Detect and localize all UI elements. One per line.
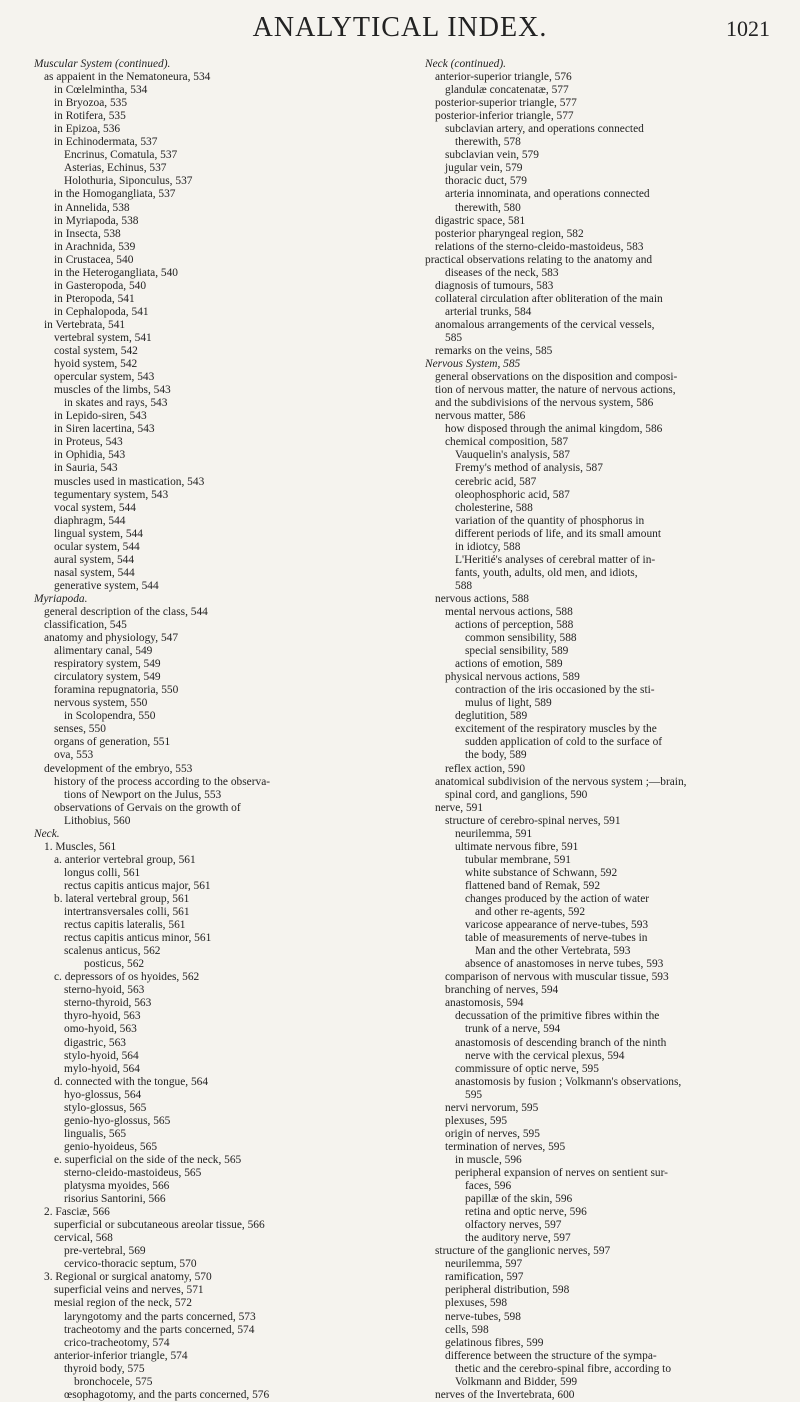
index-entry: nervous system, 550 <box>54 697 148 710</box>
index-entry: development of the embryo, 553 <box>44 762 193 775</box>
index-entry: genio-hyoideus, 565 <box>64 1140 158 1153</box>
index-entry: flattened band of Remak, 592 <box>465 879 601 892</box>
index-entry: d. connected with the tongue, 564 <box>54 1075 209 1088</box>
index-entry: nerves of the Invertebrata, 600 <box>435 1388 575 1401</box>
index-entry: comparison of nervous with muscular tissue, 593 <box>445 971 669 984</box>
index-entry: scalenus anticus, 562 <box>64 945 161 958</box>
index-entry: varicose appearance of nerve-tubes, 593 <box>465 919 649 932</box>
index-entry: pre-vertebral, 569 <box>64 1245 146 1258</box>
index-entry: senses, 550 <box>54 723 106 736</box>
index-entry: ramification, 597 <box>445 1271 524 1284</box>
index-entry: Holothuria, Siponculus, 537 <box>64 175 193 188</box>
index-entry: changes produced by the action of water <box>465 893 650 905</box>
index-entry: Asterias, Echinus, 537 <box>64 162 167 175</box>
index-entry: opercular system, 543 <box>54 371 155 384</box>
index-entry: nerve with the cervical plexus, 594 <box>465 1049 625 1062</box>
index-entry: general description of the class, 544 <box>44 605 208 618</box>
index-column-right <box>425 58 785 1402</box>
index-entry: therewith, 578 <box>455 136 521 149</box>
index-entry: structure of cerebro-spinal nerves, 591 <box>445 814 621 827</box>
index-entry: chemical composition, 587 <box>445 436 569 449</box>
index-entry: collateral circulation after obliteration of the main <box>435 292 663 305</box>
index-entry: in muscle, 596 <box>455 1153 522 1166</box>
index-entry: in idiotcy, 588 <box>455 540 521 553</box>
index-entry: anastomosis by fusion ; Volkmann's observations, <box>455 1075 682 1088</box>
index-entry: peripheral distribution, 598 <box>445 1284 570 1297</box>
index-entry: stylo-glossus, 565 <box>64 1101 147 1114</box>
index-entry: in Bryozoa, 535 <box>54 97 128 110</box>
index-entry: contraction of the iris occasioned by the sti- <box>455 684 655 697</box>
index-entry: in the Heterogangliata, 540 <box>54 266 178 279</box>
index-entry: muscles used in mastication, 543 <box>54 475 205 488</box>
index-entry: spinal cord, and ganglions, 590 <box>445 788 588 801</box>
index-entry: different periods of life, and its small amount <box>455 527 662 540</box>
index-entry: mylo-hyoid, 564 <box>64 1062 140 1075</box>
index-entry: in Echinodermata, 537 <box>54 136 158 149</box>
index-entry: oleophosphoric acid, 587 <box>455 488 570 501</box>
index-entry: 1. Muscles, 561 <box>44 840 117 853</box>
index-entry: tracheotomy and the parts concerned, 574 <box>64 1323 255 1336</box>
index-entry: history of the process according to the observa- <box>54 775 271 788</box>
index-entry: a. anterior vertebral group, 561 <box>54 853 196 866</box>
index-entry: common sensibility, 588 <box>465 632 577 645</box>
index-entry: posticus, 562 <box>84 958 145 971</box>
index-entry: e. superficial on the side of the neck, 565 <box>54 1153 242 1166</box>
index-entry: anomalous arrangements of the cervical vessels, <box>435 318 655 331</box>
index-entry: in Sauria, 543 <box>54 462 118 475</box>
index-entry: anterior-inferior triangle, 574 <box>54 1349 188 1362</box>
index-entry: in Cœlelmintha, 534 <box>54 84 148 97</box>
index-entry: posterior pharyngeal region, 582 <box>435 227 584 240</box>
index-entry: posterior-inferior triangle, 577 <box>435 110 574 123</box>
index-entry: œsophagotomy, and the parts concerned, 576 <box>64 1388 270 1401</box>
index-entry: ultimate nervous fibre, 591 <box>455 840 579 853</box>
index-entry: anatomy and physiology, 547 <box>44 632 179 645</box>
index-entry: origin of nerves, 595 <box>445 1127 540 1140</box>
index-entry: tion of nervous matter, the nature of nervous actions, <box>435 384 676 397</box>
index-entry: papillæ of the skin, 596 <box>465 1193 573 1206</box>
index-entry: digastric space, 581 <box>435 214 526 227</box>
index-entry: tubular membrane, 591 <box>465 853 571 866</box>
index-entry: anterior-superior triangle, 576 <box>435 71 572 84</box>
index-entry: anastomosis of descending branch of the ninth <box>455 1036 667 1049</box>
index-entry: in skates and rays, 543 <box>64 397 168 410</box>
index-entry: sterno-cleido-mastoideus, 565 <box>64 1166 202 1179</box>
index-entry: relations of the sterno-cleido-mastoideus, 583 <box>435 240 644 253</box>
index-entry: cells, 598 <box>445 1323 489 1336</box>
index-entry: superficial veins and nerves, 571 <box>54 1284 204 1297</box>
index-entry: nasal system, 544 <box>54 566 135 579</box>
index-entry: jugular vein, 579 <box>445 162 523 175</box>
index-entry: peripheral expansion of nerves on sentient sur- <box>455 1166 668 1179</box>
index-entry: thyro-hyoid, 563 <box>64 1010 141 1023</box>
index-entry: in Rotifera, 535 <box>54 110 126 123</box>
index-entry: in Pteropoda, 541 <box>54 292 135 305</box>
index-entry: cervico-thoracic septum, 570 <box>64 1258 197 1271</box>
index-heading: Myriapoda. <box>34 592 88 605</box>
index-entry: sterno-hyoid, 563 <box>64 984 145 997</box>
index-entry: glandulæ concatenatæ, 577 <box>445 84 569 97</box>
index-entry: nervous matter, 586 <box>435 410 526 423</box>
index-heading: Neck (continued). <box>425 58 506 70</box>
index-entry: Fremy's method of analysis, 587 <box>455 462 603 475</box>
index-entry: nervous actions, 588 <box>435 592 529 605</box>
index-entry: platysma myoides, 566 <box>64 1180 170 1193</box>
index-entry: retina and optic nerve, 596 <box>465 1206 587 1219</box>
index-entry: in Lepido-siren, 543 <box>54 410 147 423</box>
index-entry: mental nervous actions, 588 <box>445 605 573 618</box>
index-entry: plexuses, 598 <box>445 1297 508 1310</box>
index-entry: diaphragm, 544 <box>54 514 126 527</box>
index-entry: muscles of the limbs, 543 <box>54 384 171 397</box>
index-entry: hyoid system, 542 <box>54 358 138 371</box>
index-entry: difference between the structure of the sympa- <box>445 1349 657 1362</box>
index-entry: termination of nerves, 595 <box>445 1140 566 1153</box>
index-entry: laryngotomy and the parts concerned, 573 <box>64 1310 256 1323</box>
index-entry: sterno-thyroid, 563 <box>64 997 152 1010</box>
index-entry: 595 <box>465 1088 483 1101</box>
index-entry: in Arachnida, 539 <box>54 240 136 253</box>
index-entry: thyroid body, 575 <box>64 1362 145 1375</box>
index-entry: costal system, 542 <box>54 345 138 358</box>
index-entry: neurilemma, 597 <box>445 1258 523 1271</box>
index-entry: lingualis, 565 <box>64 1127 127 1140</box>
index-entry: special sensibility, 589 <box>465 645 569 658</box>
index-entry: cervical, 568 <box>54 1232 113 1245</box>
index-entry: structure of the ganglionic nerves, 597 <box>435 1245 611 1258</box>
index-entry: in Cephalopoda, 541 <box>54 305 149 318</box>
index-entry: in Vertebrata, 541 <box>44 318 126 331</box>
index-entry: foramina repugnatoria, 550 <box>54 684 179 697</box>
index-entry: ova, 553 <box>54 749 94 762</box>
index-entry: actions of perception, 588 <box>455 619 574 632</box>
index-entry: cerebric acid, 587 <box>455 475 537 488</box>
index-entry: nerve, 591 <box>435 801 484 814</box>
index-entry: omo-hyoid, 563 <box>64 1023 137 1036</box>
index-entry: Vauquelin's analysis, 587 <box>455 449 570 462</box>
index-entry: circulatory system, 549 <box>54 671 161 684</box>
index-entry: therewith, 580 <box>455 201 521 214</box>
index-entry: gelatinous fibres, 599 <box>445 1336 544 1349</box>
index-entry: organs of generation, 551 <box>54 736 171 749</box>
index-entry: plexuses, 595 <box>445 1114 508 1127</box>
index-entry: c. depressors of os hyoides, 562 <box>54 971 200 984</box>
index-entry: bronchocele, 575 <box>74 1375 153 1388</box>
index-entry: in Epizoa, 536 <box>54 123 121 136</box>
index-entry: nerve-tubes, 598 <box>445 1310 521 1323</box>
index-entry: in Gasteropoda, 540 <box>54 279 147 292</box>
index-heading: Nervous System, 585 <box>425 358 521 371</box>
index-entry: in Proteus, 543 <box>54 436 123 449</box>
index-entry: mesial region of the neck, 572 <box>54 1297 192 1310</box>
index-entry: mulus of light, 589 <box>465 697 552 710</box>
index-entry: stylo-hyoid, 564 <box>64 1049 139 1062</box>
index-entry: Man and the other Vertebrata, 593 <box>475 945 631 958</box>
index-entry: vocal system, 544 <box>54 501 136 514</box>
index-column-left <box>34 58 394 1402</box>
index-entry: remarks on the veins, 585 <box>435 345 553 358</box>
page-number: 1021 <box>726 16 770 41</box>
index-entry: hyo-glossus, 564 <box>64 1088 142 1101</box>
index-entry: diseases of the neck, 583 <box>445 266 559 279</box>
index-entry: and other re-agents, 592 <box>475 906 586 919</box>
index-entry: vertebral system, 541 <box>54 331 152 344</box>
index-entry: 585 <box>445 331 463 344</box>
index-entry: general observations on the disposition and composi- <box>435 371 678 384</box>
index-entry: b. lateral vertebral group, 561 <box>54 893 190 905</box>
index-entry: genio-hyo-glossus, 565 <box>64 1114 171 1127</box>
page-header <box>0 14 800 44</box>
index-entry: absence of anastomoses in nerve tubes, 593 <box>465 958 664 971</box>
index-entry: olfactory nerves, 597 <box>465 1219 562 1232</box>
index-heading: Muscular System (continued). <box>34 58 171 70</box>
index-entry: generative system, 544 <box>54 579 159 592</box>
index-entry: Volkmann and Bidder, 599 <box>455 1375 578 1388</box>
index-entry: excitement of the respiratory muscles by the <box>455 723 657 736</box>
index-entry: subclavian artery, and operations connected <box>445 123 644 136</box>
index-entry: nervi nervorum, 595 <box>445 1101 539 1114</box>
index-entry: in Scolopendra, 550 <box>64 710 156 723</box>
index-entry: aural system, 544 <box>54 553 135 566</box>
index-entry: arterial trunks, 584 <box>445 305 532 318</box>
index-entry: decussation of the primitive fibres within the <box>455 1010 660 1023</box>
index-entry: the auditory nerve, 597 <box>465 1232 571 1245</box>
index-entry: physical nervous actions, 589 <box>445 671 580 684</box>
index-entry: how disposed through the animal kingdom, 586 <box>445 423 663 436</box>
index-entry: fants, youth, adults, old men, and idiots, <box>455 566 638 579</box>
index-entry: actions of emotion, 589 <box>455 658 563 671</box>
index-entry: and the subdivisions of the nervous system, 586 <box>435 397 654 410</box>
index-entry: table of measurements of nerve-tubes in <box>465 932 648 945</box>
index-entry: neurilemma, 591 <box>455 827 533 840</box>
index-entry: classification, 545 <box>44 619 127 632</box>
index-entry: rectus capitis lateralis, 561 <box>64 919 186 932</box>
index-entry: 588 <box>455 579 473 592</box>
index-entry: tegumentary system, 543 <box>54 488 169 501</box>
index-entry: in Crustacea, 540 <box>54 253 134 266</box>
index-entry: variation of the quantity of phosphorus in <box>455 514 645 527</box>
index-entry: practical observations relating to the anatomy and <box>425 253 653 266</box>
index-entry: observations of Gervais on the growth of <box>54 801 241 814</box>
index-entry: Encrinus, Comatula, 537 <box>64 149 178 162</box>
index-entry: posterior-superior triangle, 577 <box>435 97 577 110</box>
index-entry: thetic and the cerebro-spinal fibre, according to <box>455 1362 672 1375</box>
index-entry: cholesterine, 588 <box>455 501 533 514</box>
index-entry: rectus capitis anticus major, 561 <box>64 879 211 892</box>
index-entry: the body, 589 <box>465 749 527 762</box>
index-entry: diagnosis of tumours, 583 <box>435 279 554 292</box>
index-entry: L'Heritié's analyses of cerebral matter of in- <box>455 553 656 566</box>
index-entry: risorius Santorini, 566 <box>64 1193 166 1206</box>
index-entry: alimentary canal, 549 <box>54 645 153 658</box>
index-entry: sudden application of cold to the surface of <box>465 736 663 749</box>
index-entry: branching of nerves, 594 <box>445 984 559 997</box>
index-entry: digastric, 563 <box>64 1036 127 1049</box>
index-entry: anatomical subdivision of the nervous system ;—brain, <box>435 775 687 788</box>
index-entry: 2. Fasciæ, 566 <box>44 1206 110 1219</box>
index-entry: white substance of Schwann, 592 <box>465 866 618 879</box>
index-entry: anastomosis, 594 <box>445 997 524 1010</box>
index-entry: faces, 596 <box>465 1180 512 1193</box>
index-heading: Neck. <box>34 827 60 840</box>
index-entry: superficial or subcutaneous areolar tissue, 566 <box>54 1219 265 1232</box>
index-entry: rectus capitis anticus minor, 561 <box>64 932 212 945</box>
index-entry: respiratory system, 549 <box>54 658 161 671</box>
index-entry: lingual system, 544 <box>54 527 143 540</box>
index-entry: in Myriapoda, 538 <box>54 214 139 227</box>
index-entry: Lithobius, 560 <box>64 814 131 827</box>
index-entry: 3. Regional or surgical anatomy, 570 <box>44 1271 212 1284</box>
index-entry: intertransversales colli, 561 <box>64 906 190 919</box>
index-entry: in the Homogangliata, 537 <box>54 188 176 201</box>
index-entry: arteria innominata, and operations connected <box>445 188 650 201</box>
index-entry: deglutition, 589 <box>455 710 528 723</box>
index-entry: in Insecta, 538 <box>54 227 121 240</box>
index-entry: as appaient in the Nematoneura, 534 <box>44 71 211 84</box>
index-entry: in Ophidia, 543 <box>54 449 126 462</box>
index-entry: reflex action, 590 <box>445 762 526 775</box>
index-entry: crico-tracheotomy, 574 <box>64 1336 170 1349</box>
index-entry: commissure of optic nerve, 595 <box>455 1062 599 1075</box>
index-entry: subclavian vein, 579 <box>445 149 539 162</box>
index-entry: in Siren lacertina, 543 <box>54 423 155 436</box>
index-entry: thoracic duct, 579 <box>445 175 527 188</box>
index-entry: ocular system, 544 <box>54 540 140 553</box>
index-entry: in Annelida, 538 <box>54 201 130 214</box>
index-entry: tions of Newport on the Julus, 553 <box>64 788 222 801</box>
index-entry: trunk of a nerve, 594 <box>465 1023 561 1036</box>
page-title: ANALYTICAL INDEX. <box>252 12 548 43</box>
index-entry: longus colli, 561 <box>64 866 141 879</box>
